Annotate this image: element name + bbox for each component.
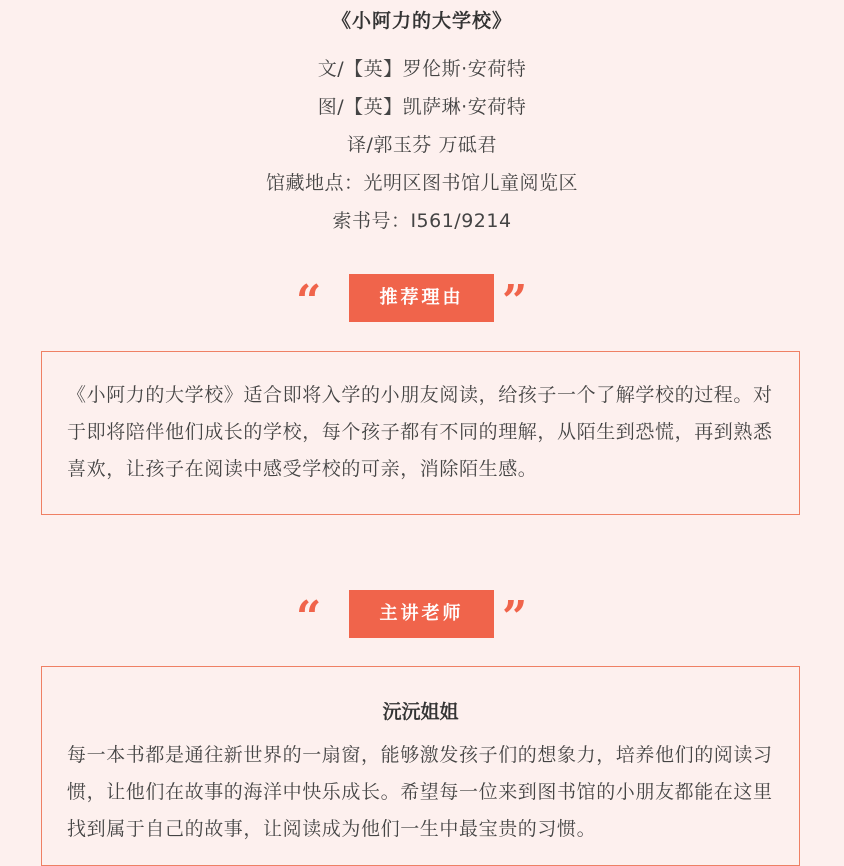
book-illustrator: 图/【英】凯萨琳·安荷特 bbox=[317, 96, 527, 118]
close-quote-icon: ” bbox=[502, 592, 528, 643]
teacher-text: 每一本书都是通往新世界的一扇窗，能够激发孩子们的想象力，培养他们的阅读习惯，让他们在故事的海洋中快乐成长。希望每一位来到图书馆的小朋友都能在这里找到属于自己的故事，让阅读成为他们一生中最宝贵的习惯。 bbox=[67, 744, 773, 840]
book-location: 馆藏地点：光明区图书馆儿童阅览区 bbox=[265, 172, 578, 194]
close-quote-icon: ” bbox=[502, 276, 528, 327]
teacher-name: 沅沅姐姐 bbox=[382, 701, 459, 723]
book-info bbox=[0, 0, 844, 240]
teacher-card bbox=[41, 666, 800, 866]
teacher-header bbox=[0, 590, 844, 643]
recommend-header bbox=[0, 274, 844, 327]
book-title: 《小阿力的大学校》 bbox=[331, 10, 512, 32]
recommend-text: 《小阿力的大学校》适合即将入学的小朋友阅读，给孩子一个了解学校的过程。对于即将陪伴他们成长的学校，每个孩子都有不同的理解，从陌生到恐慌，再到熟悉喜欢，让孩子在阅读中感受学校的可亲，消除陌生感。 bbox=[67, 384, 773, 480]
open-quote-icon: “ bbox=[296, 592, 322, 643]
recommend-badge: 推荐理由 bbox=[349, 274, 494, 322]
book-translator: 译/郭玉芬 万砥君 bbox=[347, 134, 497, 156]
book-call-number: 索书号：I561/9214 bbox=[332, 210, 512, 232]
teacher-badge: 主讲老师 bbox=[349, 590, 494, 638]
open-quote-icon: “ bbox=[296, 276, 322, 327]
book-author: 文/【英】罗伦斯·安荷特 bbox=[317, 58, 527, 80]
recommend-card bbox=[41, 351, 800, 515]
